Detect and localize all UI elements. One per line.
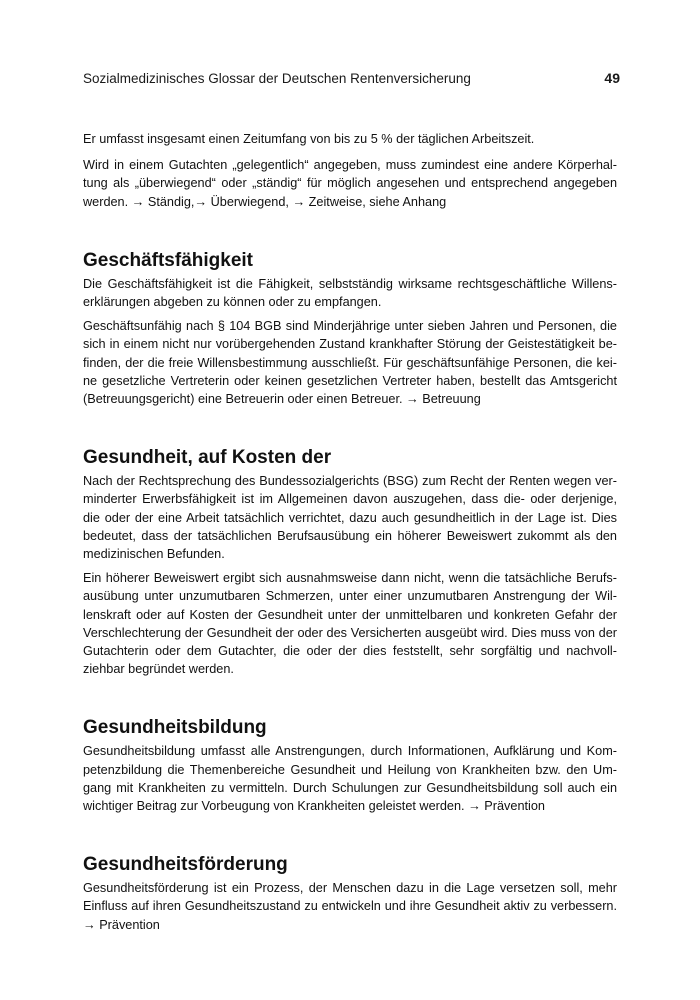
running-title: Sozialmedizinisches Glossar der Deutschen Rentenversicherung: [83, 71, 471, 86]
page-header: [83, 70, 620, 90]
entry-geschaeftsfaehigkeit: [83, 249, 617, 408]
page-content: [83, 130, 617, 940]
intro-paragraph: Er umfasst insgesamt einen Zeitumfang von bis zu 5 % der täglichen Arbeitszeit.: [83, 132, 535, 146]
entry-paragraph: Die Geschäftsfähigkeit ist die Fähigkeit, selbstständig wirksame rechtsgeschäftliche Willenserklärungen abgeben zu können oder zu empfangen.: [83, 276, 617, 310]
entry-paragraph: Ein höherer Beweiswert ergibt sich ausnahmsweise dann nicht, wenn die tatsächliche Berufsausübung unter unzumutbaren Schmerzen, unter einer unzumutbaren Anstrengung der Willenskraft oder auf Kosten der Gesundheit unter der unmittelbaren und konkreten Gefahr der Verschlechterung der Gesundheit der oder des Versicherten ausgeübt wird. Dies muss von der Gutachterin oder dem Gutachter, die oder der dies feststellt, sehr sorgfältig und nachvollziehbar begründet werden.: [83, 571, 617, 677]
entry-gesundheit-auf-kosten: [83, 446, 617, 678]
entry-paragraph: Geschäftsunfähig nach § 104 BGB sind Minderjährige unter sieben Jahren und Personen, die sich in einem nicht nur vorübergehenden Zustand krankhafter Störung der Geistestätigkeit befinden, der die freie Willensbestimmung ausschließt. Für geschäftsunfähige Personen, die keine gesetzliche Vertreterin oder keinen gesetzlichen Vertreter haben, bestellt das Amtsgericht (Betreuungsgericht) eine Betreuerin oder einen Betreuer. → Betreuung: [83, 319, 617, 407]
entry-paragraph: Gesundheitsbildung umfasst alle Anstrengungen, durch Informationen, Aufklärung und Kompetenzbildung die Themenbereiche Gesundheit und Heilung von Krankheiten bzw. den Umgang mit Krankheiten zu vermitteln. Durch Schulungen zur Gesundheitsbildung soll auch ein wichtiger Beitrag zur Vorbeugung von Krankheiten geleistet werden. → Prävention: [83, 744, 617, 814]
entry-heading: Gesundheitsförderung: [83, 854, 288, 876]
entry-heading: Geschäftsfähigkeit: [83, 249, 253, 271]
entry-heading: Gesundheit, auf Kosten der: [83, 447, 332, 469]
intro-block: [83, 130, 617, 211]
entry-heading: Gesundheitsbildung: [83, 717, 267, 739]
entry-paragraph: Nach der Rechtsprechung des Bundessozialgerichts (BSG) zum Recht der Renten wegen verminderter Erwerbsfähigkeit ist im Allgemeinen davon auszugehen, dass die- oder derjenige, die oder der eine Arbeit tatsächlich verrichtet, dazu auch gesundheitlich in der Lage ist. Dies bedeutet, dass der tatsächlichen Berufsausübung ein höherer Beweiswert zukommt als den medizinischen Befunden.: [83, 474, 617, 562]
entry-paragraph: Gesundheitsförderung ist ein Prozess, der Menschen dazu in die Lage versetzen soll, mehr Einfluss auf ihren Gesundheitszustand zu entwickeln und ihre Gesundheit aktiv zu verbessern. → Prävention: [83, 881, 617, 932]
page-number: 49: [604, 70, 620, 86]
entry-gesundheitsfoerderung: [83, 853, 617, 934]
entry-gesundheitsbildung: [83, 716, 617, 815]
intro-paragraph: Wird in einem Gutachten „gelegentlich“ angegeben, muss zumindest eine andere Körperhaltung als „überwiegend“ oder „ständig“ für möglich angesehen und entsprechend angegeben werden. → Ständig,→ Überwiegend, → Zeitweise, siehe Anhang: [83, 158, 617, 209]
